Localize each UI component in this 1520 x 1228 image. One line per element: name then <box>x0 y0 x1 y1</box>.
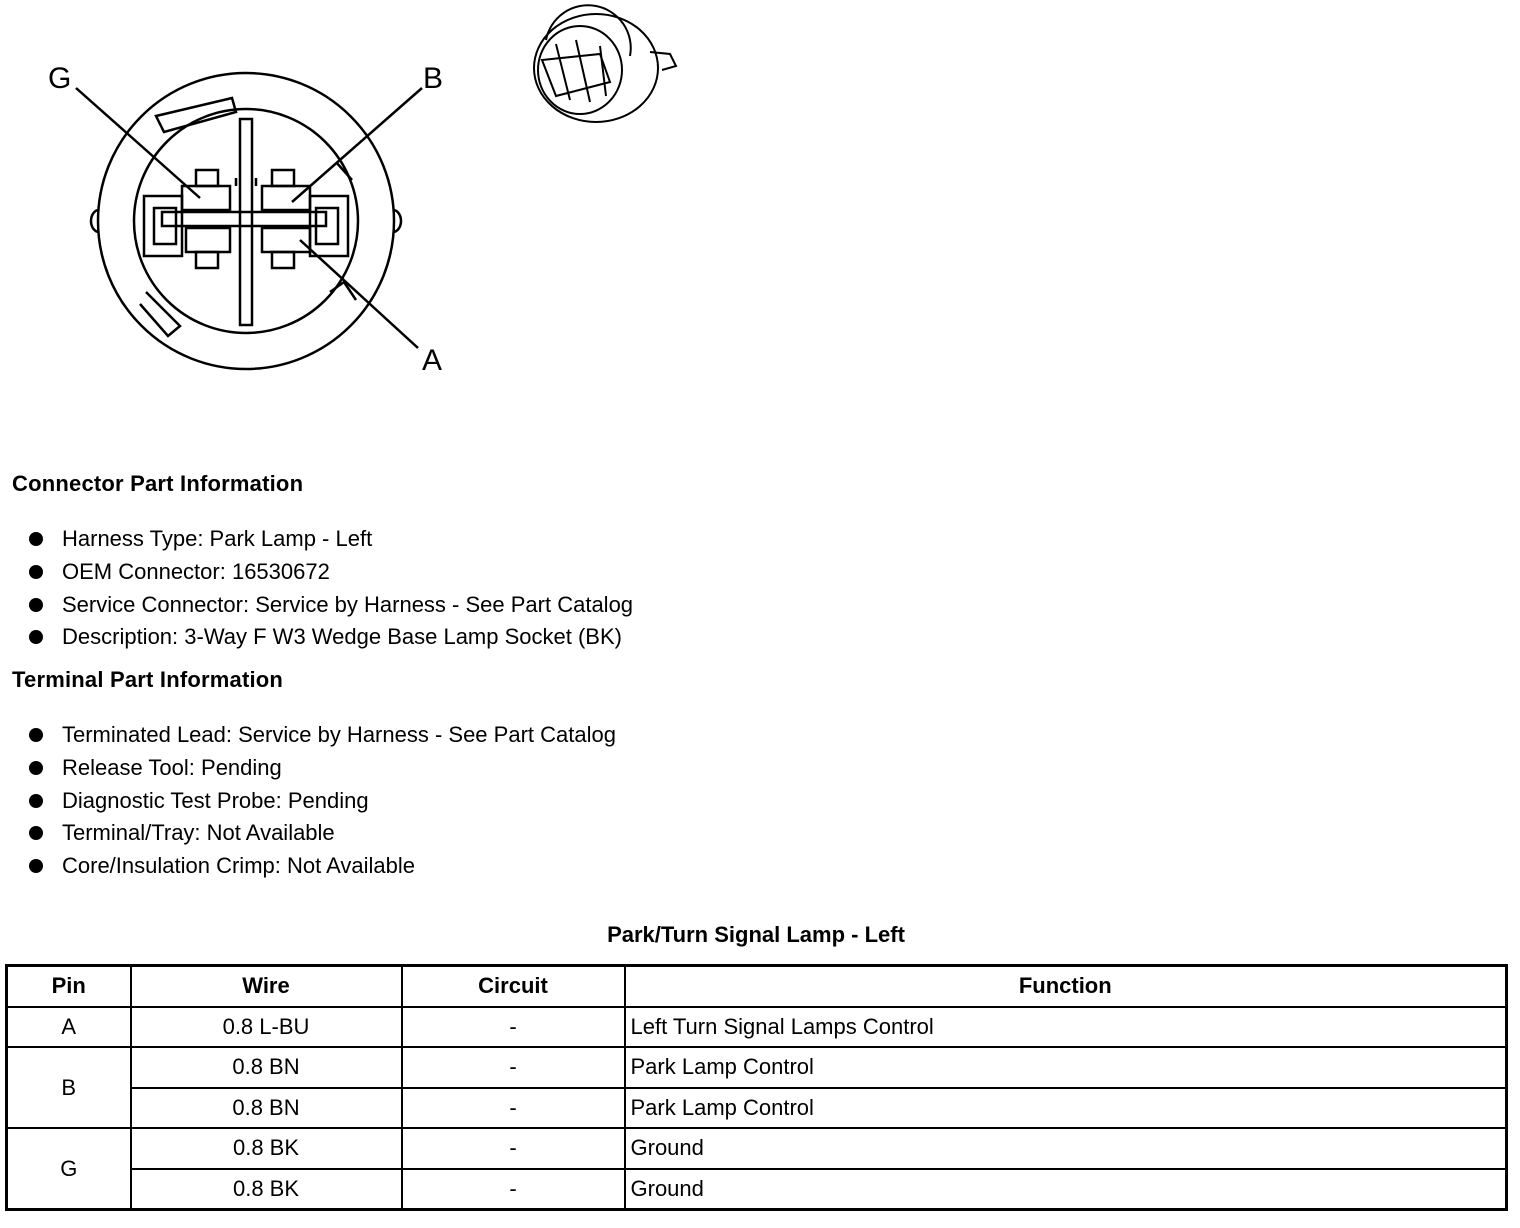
column-header-pin: Pin <box>7 966 131 1007</box>
connector-face-diagram <box>0 0 720 400</box>
leader-line-b <box>292 88 422 202</box>
wire-cell: 0.8 BN <box>131 1088 402 1129</box>
list-item <box>0 556 633 589</box>
bullet-icon <box>29 859 43 873</box>
column-header-wire: Wire <box>131 966 402 1007</box>
leader-line-g <box>76 88 200 198</box>
list-item <box>0 523 633 556</box>
table-row <box>7 1047 1507 1088</box>
pin-cell: A <box>7 1007 131 1048</box>
bullet-icon <box>29 794 43 808</box>
bullet-icon <box>29 728 43 742</box>
top-keyway <box>156 98 236 132</box>
circuit-cell: - <box>402 1128 625 1169</box>
wire-cell: 0.8 BK <box>131 1169 402 1210</box>
pinout-table <box>5 964 1508 1211</box>
center-wall-horizontal <box>162 212 326 226</box>
function-cell: Ground <box>625 1128 1507 1169</box>
list-item-text: Release Tool: Pending <box>62 754 282 780</box>
list-item-text: Core/Insulation Crimp: Not Available <box>62 853 415 879</box>
center-wall-vertical <box>240 119 252 325</box>
list-item-text: Service Connector: Service by Harness - See Part Catalog <box>62 591 634 617</box>
bullet-icon <box>29 565 43 579</box>
list-item-text: Terminated Lead: Service by Harness - See Part Catalog <box>62 722 616 747</box>
connector-part-info-title: Connector Part Information <box>12 471 304 496</box>
socket-perspective-view <box>534 5 676 122</box>
pin-cell: G <box>7 1128 131 1210</box>
list-item-text: Description: 3-Way F W3 Wedge Base Lamp Socket (BK) <box>62 624 622 650</box>
bullet-icon <box>29 630 43 644</box>
terminal-cavity-b <box>262 170 348 268</box>
list-item-text: Diagnostic Test Probe: Pending <box>62 787 369 813</box>
bullet-icon <box>29 532 43 546</box>
list-item <box>0 719 616 752</box>
column-header-function: Function <box>625 966 1507 1007</box>
terminal-cavity-g <box>144 170 230 268</box>
list-item <box>0 752 616 785</box>
list-item <box>0 850 616 883</box>
bullet-icon <box>29 761 43 775</box>
pinout-table-title: Park/Turn Signal Lamp - Left <box>607 922 905 947</box>
terminal-part-info-title: Terminal Part Information <box>12 667 284 692</box>
function-cell: Park Lamp Control <box>625 1088 1507 1129</box>
wire-cell: 0.8 BK <box>131 1128 402 1169</box>
circuit-cell: - <box>402 1169 625 1210</box>
table-row <box>7 1007 1507 1048</box>
leader-line-a <box>300 240 418 348</box>
function-cell: Left Turn Signal Lamps Control <box>625 1007 1507 1048</box>
column-header-circuit: Circuit <box>402 966 625 1007</box>
connector-inner-ring <box>134 109 358 333</box>
terminal-part-info-list <box>0 719 616 883</box>
list-item <box>0 589 633 622</box>
list-item <box>0 621 633 654</box>
pin-label-b: B <box>423 62 444 95</box>
list-item-text: Terminal/Tray: Not Available <box>62 820 335 846</box>
list-item <box>0 785 616 818</box>
table-header-row <box>7 966 1507 1007</box>
function-cell: Park Lamp Control <box>625 1047 1507 1088</box>
bullet-icon <box>29 598 43 612</box>
list-item-text: Harness Type: Park Lamp - Left <box>62 526 373 551</box>
wire-cell: 0.8 L-BU <box>131 1007 402 1048</box>
wire-cell: 0.8 BN <box>131 1047 402 1088</box>
bullet-icon <box>29 826 43 840</box>
table-row <box>7 1128 1507 1169</box>
circuit-cell: - <box>402 1007 625 1048</box>
pin-label-g: G <box>48 62 72 95</box>
table-row <box>7 1088 1507 1129</box>
list-item <box>0 817 616 850</box>
table-row <box>7 1169 1507 1210</box>
connector-part-info-list <box>0 523 633 654</box>
function-cell: Ground <box>625 1169 1507 1210</box>
pin-label-a: A <box>422 344 443 377</box>
circuit-cell: - <box>402 1088 625 1129</box>
circuit-cell: - <box>402 1047 625 1088</box>
list-item-text: OEM Connector: 16530672 <box>62 558 330 584</box>
pin-cell: B <box>7 1047 131 1128</box>
